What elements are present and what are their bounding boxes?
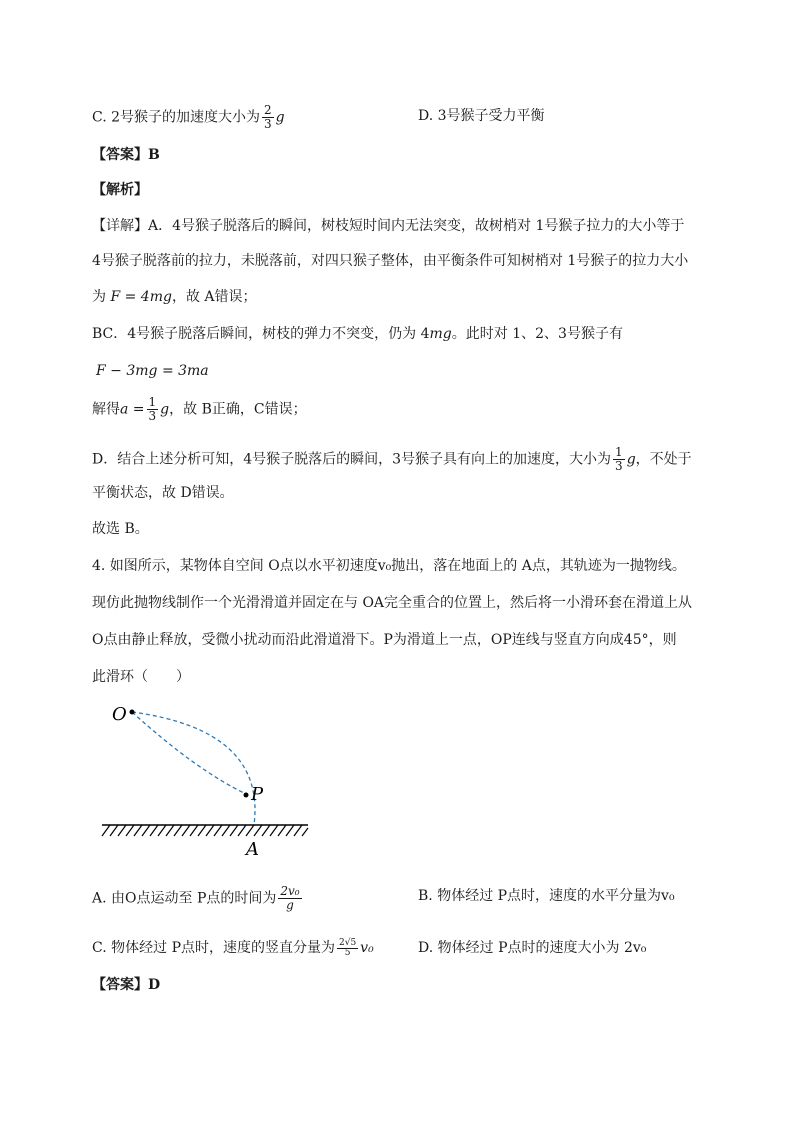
point-o	[130, 710, 135, 715]
option-c	[92, 104, 285, 131]
q4-option-c	[92, 938, 374, 958]
fraction-numerator: 2v₀	[280, 884, 300, 898]
equation-newton: F − 3mg = 3ma	[96, 363, 209, 379]
detail-line-7-post: ，不处于	[635, 451, 692, 468]
detail-line-6-g: g	[160, 401, 170, 418]
detail-line-7	[92, 446, 692, 473]
detail-line-8: 平衡状态，故 D错误。	[92, 485, 234, 501]
answer-label: 【答案】B	[92, 147, 160, 163]
label-a: A	[246, 839, 259, 860]
option-c-text: C. 2号猴子的加速度大小为	[92, 109, 261, 126]
detail-line-4	[92, 324, 623, 344]
q4-answer-label: 【答案】D	[92, 977, 161, 993]
detail-line-3-pre: 为	[92, 289, 106, 305]
fraction-denominator: 3	[148, 409, 157, 423]
q4-line-4: 此滑环（ ）	[92, 669, 190, 685]
detail-line-6-post: ，故 B正确，C错误；	[169, 401, 307, 418]
option-c-fraction	[337, 939, 358, 958]
fraction-one-third-b	[613, 446, 625, 473]
q4-line-2: 现仿此抛物线制作一个光滑滑道并固定在与 OA完全重合的位置上，然后将一小滑环套在滑道上从	[92, 595, 693, 611]
detail-line-3	[92, 287, 257, 307]
detail-line-2: 4号猴子脱落前的拉力，未脱落前，对四只猴子整体，由平衡条件可知树梢对 1号猴子的拉力大小	[92, 253, 689, 269]
equation-f-4mg: F = 4mg	[110, 289, 172, 305]
detail-line-4-post: 。此时对 1、2、3号猴子有	[451, 326, 623, 342]
analysis-title: 【解析】	[92, 182, 148, 198]
fraction-denominator: 3	[264, 117, 272, 131]
detail-line-4-pre: BC．4号猴子脱落后瞬间，树枝的弹力不突变，仍为 4	[92, 326, 430, 342]
trajectory-figure	[96, 700, 326, 865]
label-p: P	[251, 784, 264, 805]
q4-line-1: 4. 如图所示，某物体自空间 O点以水平初速度v₀抛出，落在地面上的 A点，其轨迹为一抛物线。	[92, 558, 686, 574]
q4-line-3: O点由静止释放，受微小扰动而沿此滑道滑下。P为滑道上一点，OP连线与竖直方向成45°，则	[92, 632, 677, 648]
q4-option-d: D. 物体经过 P点时的速度大小为 2v₀	[418, 940, 647, 956]
detail-line-1: 【详解】A．4号猴子脱落后的瞬间，树枝短时间内无法突变，故树梢对 1号猴子拉力的大小等于	[92, 218, 685, 234]
point-p	[244, 793, 249, 798]
detail-line-3-post: ，故 A错误；	[171, 289, 257, 305]
q4-option-b: B. 物体经过 P点时，速度的水平分量为v₀	[418, 888, 675, 904]
option-c-g: g	[275, 109, 285, 126]
fraction-numerator: 2	[264, 103, 272, 117]
detail-line-6-a: a =	[120, 401, 145, 418]
detail-line-7-g: g	[626, 451, 636, 468]
ground-hatching	[102, 825, 308, 836]
option-d: D. 3号猴子受力平衡	[418, 108, 545, 124]
option-a-fraction	[278, 885, 301, 912]
detail-line-4-mg: mg	[429, 326, 452, 342]
fraction-numerator: 1	[148, 395, 157, 409]
option-c-fraction	[262, 104, 274, 131]
detail-line-7-pre: D．结合上述分析可知，4号猴子脱落后的瞬间，3号猴子具有向上的加速度，大小为	[92, 451, 612, 468]
option-c-text: C. 物体经过 P点时，速度的竖直分量为	[92, 940, 335, 956]
chord-op	[132, 712, 246, 794]
fraction-numerator: 1	[615, 445, 623, 459]
detail-line-6-pre: 解得	[92, 401, 120, 418]
option-c-v0: v₀	[360, 940, 374, 956]
fraction-one-third	[147, 396, 159, 423]
option-a-text: A. 由O点运动至 P点的时间为	[92, 890, 277, 907]
detail-line-6	[92, 396, 307, 423]
fraction-numerator: 2√5	[338, 937, 357, 948]
q4-option-a	[92, 885, 304, 912]
fraction-denominator: 5	[344, 947, 351, 958]
detail-line-9: 故选 B。	[92, 521, 149, 537]
fraction-denominator: g	[286, 898, 294, 912]
fraction-denominator: 3	[615, 459, 623, 473]
label-o: O	[112, 704, 127, 725]
